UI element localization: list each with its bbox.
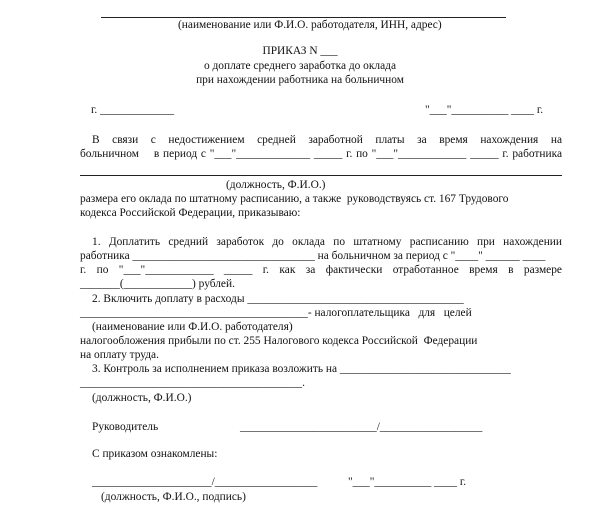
item-2-line-3: налогообложения прибыли по ст. 255 Налогового кодекса Российской Федерации [80,335,478,347]
item-3-caption: (должность, Ф.И.О.) [92,392,192,404]
acquaint-caption: (должность, Ф.И.О., подпись) [101,491,246,503]
item-2-line-2: ________________________________________- налогоплательщика для целей [80,307,472,319]
order-subtitle-1: о доплате среднего заработка до оклада [203,60,397,72]
acquaint-date: "___"__________ ____ г. [348,476,467,488]
employer-header-line [101,17,506,18]
item-3-line-2: _______________________________________. [80,377,305,389]
date-field: "___"__________ ____ г. [425,104,544,116]
head-signature-line: ________________________/__________________ [240,421,483,433]
item-2-employer-caption: (наименование или Ф.И.О. работодателя) [92,321,293,333]
order-subtitle-2: при нахождении работника на больничном [196,74,404,86]
item-1-line-1: 1. Доплатить средний заработок до оклада по штатному расписанию при нахождении [92,236,562,248]
acquaint-label: С приказом ознакомлены: [92,448,218,460]
preamble-line-1: В связи с недостижением средней заработной платы за время нахождения на [92,134,562,146]
item-2-line-4: на оплату труда. [80,349,159,361]
employee-line [80,175,562,176]
item-3-line-1: 3. Контроль за исполнением приказа возложить на ______________________________ [92,363,511,375]
item-1-line-3: г. по "___"____________ _____ г. как за фактически отработанное время в размере [80,264,562,276]
city-field: г. _____________ [91,104,175,116]
employer-caption: (наименование или Ф.И.О. работодателя, ИНН, адрес) [178,19,442,31]
preamble-line-2: больничном в период с "___"_____________ _____ г. по "___"____________ _____ г. работника [80,148,562,160]
preamble-line-4: кодекса Российской Федерации, приказываю: [80,207,301,219]
order-title: ПРИКАЗ N ___ [262,45,338,57]
position-caption: (должность, Ф.И.О.) [226,179,326,191]
head-label: Руководитель [92,421,159,433]
item-2-line-1: 2. Включить доплату в расходы ______________________________________ [92,293,464,305]
preamble-line-3: размера его оклада по штатному расписанию, а также руководствуясь ст. 167 Трудового [80,193,509,205]
acquaint-signature-line: _____________________/__________________ [92,476,318,488]
item-1-line-4: _______(____________) рублей. [80,278,235,290]
item-1-line-2: работника ________________________________ на больничном за период с "____" ______ ____ [80,250,546,262]
